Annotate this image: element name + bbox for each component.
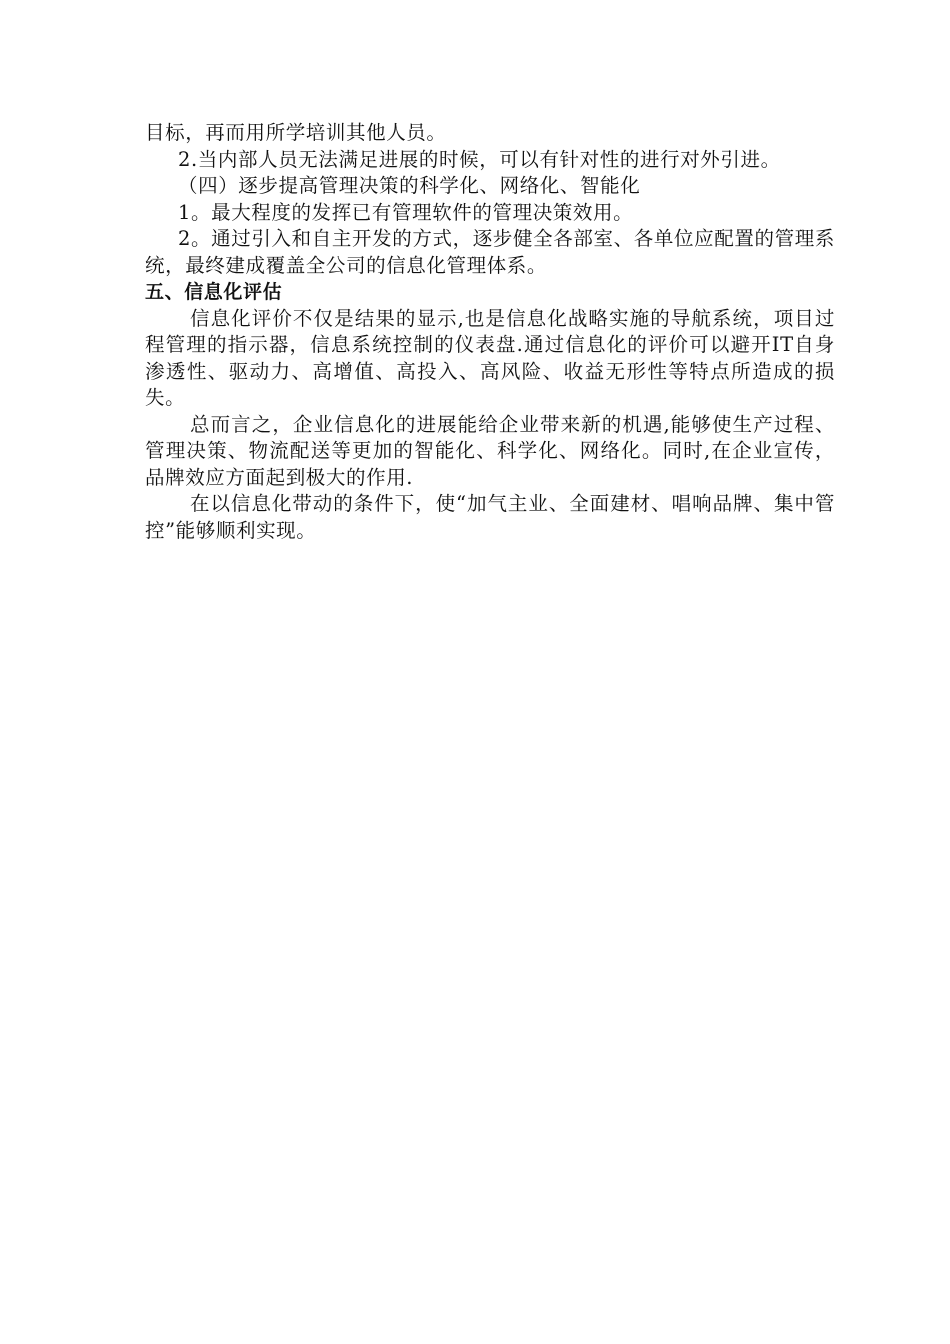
section-paragraph-conclusion: 在以信息化带动的条件下，使“加气主业、全面建材、唱响品牌、集中管控”能够顺利实现。 (145, 492, 835, 542)
section-paragraph-evaluation: 信息化评价不仅是结果的显示,也是信息化战略实施的导航系统，项目过程管理的指示器，信息系统控制的仪表盘.通过信息化的评价可以避开IT自身渗透性、驱动力、高增值、高投入、高风险、收益无形性等特点所造成的损失。 (145, 306, 835, 409)
section-paragraph-summary: 总而言之，企业信息化的进展能给企业带来新的机遇,能够使生产过程、管理决策、物流配送等更加的智能化、科学化、网络化。同时,在企业宣传，品牌效应方面起到极大的作用. (145, 412, 835, 489)
paragraph-continuation: 目标，再而用所学培训其他人员。 (145, 121, 447, 144)
section-heading: 五、信息化评估 (145, 281, 283, 303)
subsection-title-4: （四）逐步提高管理决策的科学化、网络化、智能化 (178, 174, 641, 197)
paragraph-item-2b: 2。通过引入和自主开发的方式，逐步健全各部室、各单位应配置的管理系统，最终建成覆盖全公司的信息化管理体系。 (145, 227, 835, 277)
paragraph-item-1: 1。最大程度的发挥已有管理软件的管理决策效用。 (178, 200, 634, 224)
paragraph-item-2: 2.当内部人员无法满足进展的时候，可以有针对性的进行对外引进。 (178, 147, 781, 171)
document-body (145, 120, 835, 544)
